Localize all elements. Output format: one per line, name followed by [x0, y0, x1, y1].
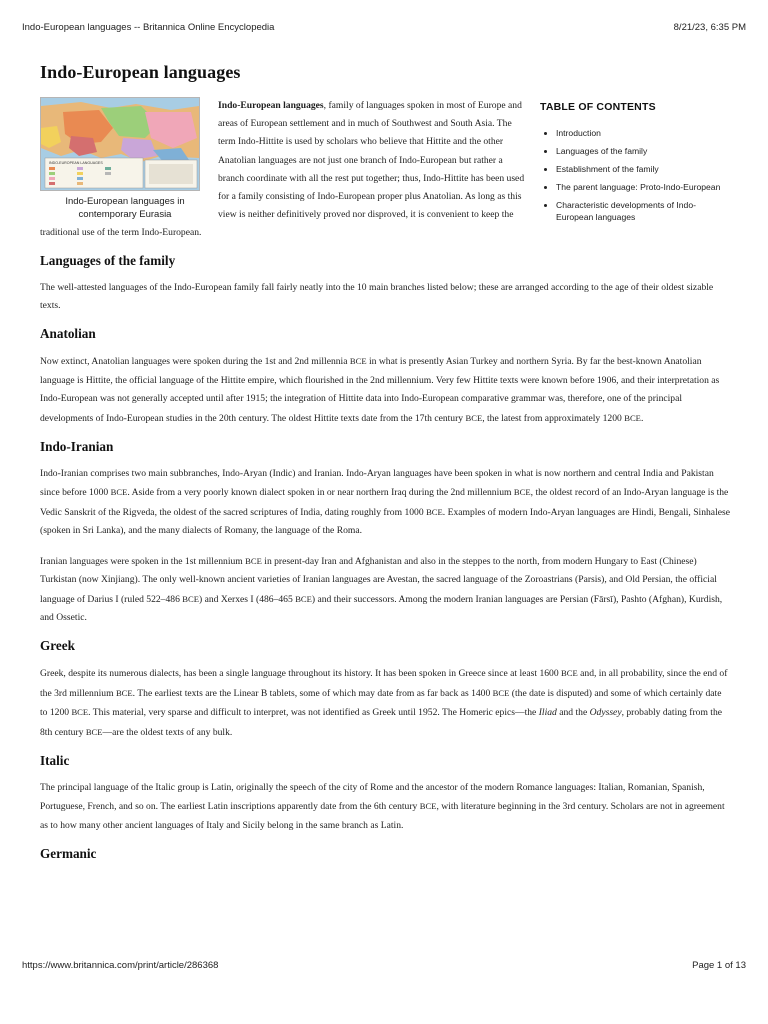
toc-item-establishment-of-the-family[interactable]: • Establishment of the family: [556, 163, 730, 175]
section-heading-greek: Greek: [40, 638, 75, 654]
section-heading-italic: Italic: [40, 752, 70, 768]
print-page-title: Indo-European languages -- Britannica Online Encyclopedia: [22, 22, 275, 33]
toc-item-introduction[interactable]: • Introduction: [556, 127, 730, 139]
section-heading-family: Languages of the family: [40, 252, 176, 268]
map-legend-title: INDO-EUROPEAN LANGUAGES: [49, 161, 103, 165]
italic-paragraph: The principal language of the Italic group is Latin, originally the speech of the city of Rome and the ancestor of the modern Romance languages: Italian, Romanian, Spanish, Portuguese, French, and so on. The earliest Latin inscriptions apparently date from the 6th century BCE, with literature beginning in the 3rd century. Scholars are not in agreement as to how many other ancient languages of Italy and Sicily belong in the same branch as Latin.: [40, 781, 725, 831]
lead-text: , family of languages spoken in most of Europe and areas of European settlement and in much of Southwest and South Asia. The term Indo-Hittite is used by scholars who believe that Hittite and the other Anatolian languages are not just one branch of Indo-European but rather a branch coordinate with all the rest put together; thus, Indo-Hittite has been used for a family consisting of Indo-European proper plus Anatolian. As long as this view is neither definitively proved nor disproved, it is convenient to keep the traditional use of the term Indo-European.: [40, 100, 525, 239]
table-of-contents: [540, 101, 730, 229]
toc-item-characteristic-developments[interactable]: • Characteristic developments of Indo-European languages: [556, 199, 730, 223]
article-title: Indo-European languages: [40, 62, 241, 82]
section-heading-indo-iranian: Indo-Iranian: [40, 439, 114, 455]
eurasia-language-map: [41, 98, 199, 190]
lead-section: [40, 97, 730, 243]
indo-iranian-paragraph-2: Iranian languages were spoken in the 1st millennium BCE in present-day Iran and Afghanistan and also in the steppes to the north, from modern Hungary to East (Chinese) Turkistan (now Xinjiang). The only well-known ancient varieties of Iranian languages are Avestan, the sacred language of the Zoroastrians (Parsis), and Old Persian, the official language of Darius I (ruled 522–486 BCE) and Xerxes I (486–465 BCE) and their successors. Among the modern Iranian languages are Persian (Fārsī), Pashto (Afghan), Kurdish, and Ossetic.: [40, 555, 723, 623]
print-timestamp: 8/21/23, 6:35 PM: [673, 22, 746, 33]
print-header: [22, 22, 746, 36]
article: [40, 62, 730, 872]
print-url[interactable]: https://www.britannica.com/print/article/286368: [22, 960, 219, 971]
section-heading-germanic: Germanic: [40, 846, 97, 862]
article-figure[interactable]: [40, 97, 210, 221]
anatolian-paragraph: Now extinct, Anatolian languages were spoken during the 1st and 2nd millennia BCE in what is presently Asian Turkey and northern Syria. By far the best-known Anatolian language is Hittite, the official language of the Hittite empire, which flourished in the 2nd millennium. Very few Hittite texts were known before 1906, and their interpretation as Indo-European was not generally accepted until after 1915; the integration of Hittite data into Indo-European comparative grammar was, therefore, one of the principal developments of Indo-European studies in the 20th century. The oldest Hittite texts date from the 17th century BCE, the latest from approximately 1200 BCE.: [40, 356, 720, 424]
print-footer: [22, 960, 746, 974]
toc-item-languages-of-the-family[interactable]: • Languages of the family: [556, 145, 730, 157]
print-page-number: Page 1 of 13: [692, 960, 746, 971]
toc-item-parent-language[interactable]: • The parent language: Proto-Indo-European: [556, 181, 730, 193]
section-heading-anatolian: Anatolian: [40, 326, 96, 342]
greek-paragraph: Greek, despite its numerous dialects, has been a single language throughout its history. It has been spoken in Greece since at least 1600 BCE and, in all probability, since the end of the 3rd millennium BCE. The earliest texts are the Linear B tablets, some of which may date from as far back as 1400 BCE (the date is disputed) and some of which certainly date to 1200 BCE. This material, very sparse and difficult to interpret, was not identified as Greek until 1952. The Homeric epics—the Iliad and the Odyssey, probably dating from the 8th century BCE—are the oldest texts of any bulk.: [40, 668, 728, 738]
lead-term: Indo-European languages: [218, 100, 324, 111]
map-image[interactable]: [40, 97, 200, 191]
toc-heading: TABLE OF CONTENTS: [540, 101, 656, 113]
family-paragraph: The well-attested languages of the Indo-European family fall fairly neatly into the 10 main branches listed below; these are arranged according to the age of their oldest sizable texts.: [40, 281, 714, 312]
figure-caption: Indo-European languages in contemporary Eurasia: [65, 196, 185, 220]
toc-list: [540, 127, 730, 223]
indo-iranian-paragraph-1: Indo-Iranian comprises two main subbranches, Indo-Aryan (Indic) and Iranian. Indo-Aryan languages have been spoken in what is now northern and central India and Pakistan since before 1000 BCE. Aside from a very poorly known dialect spoken in or near northern Iraq during the 2nd millennium BCE, the oldest record of an Indo-Aryan language is the Vedic Sanskrit of the Rigveda, the oldest of the sacred scriptures of India, dating roughly from 1000 BCE. Examples of modern Indo-Aryan languages are Hindi, Bengali, Sinhalese (spoken in Sri Lanka), and the many dialects of Romany, the language of the Roma.: [40, 468, 730, 537]
